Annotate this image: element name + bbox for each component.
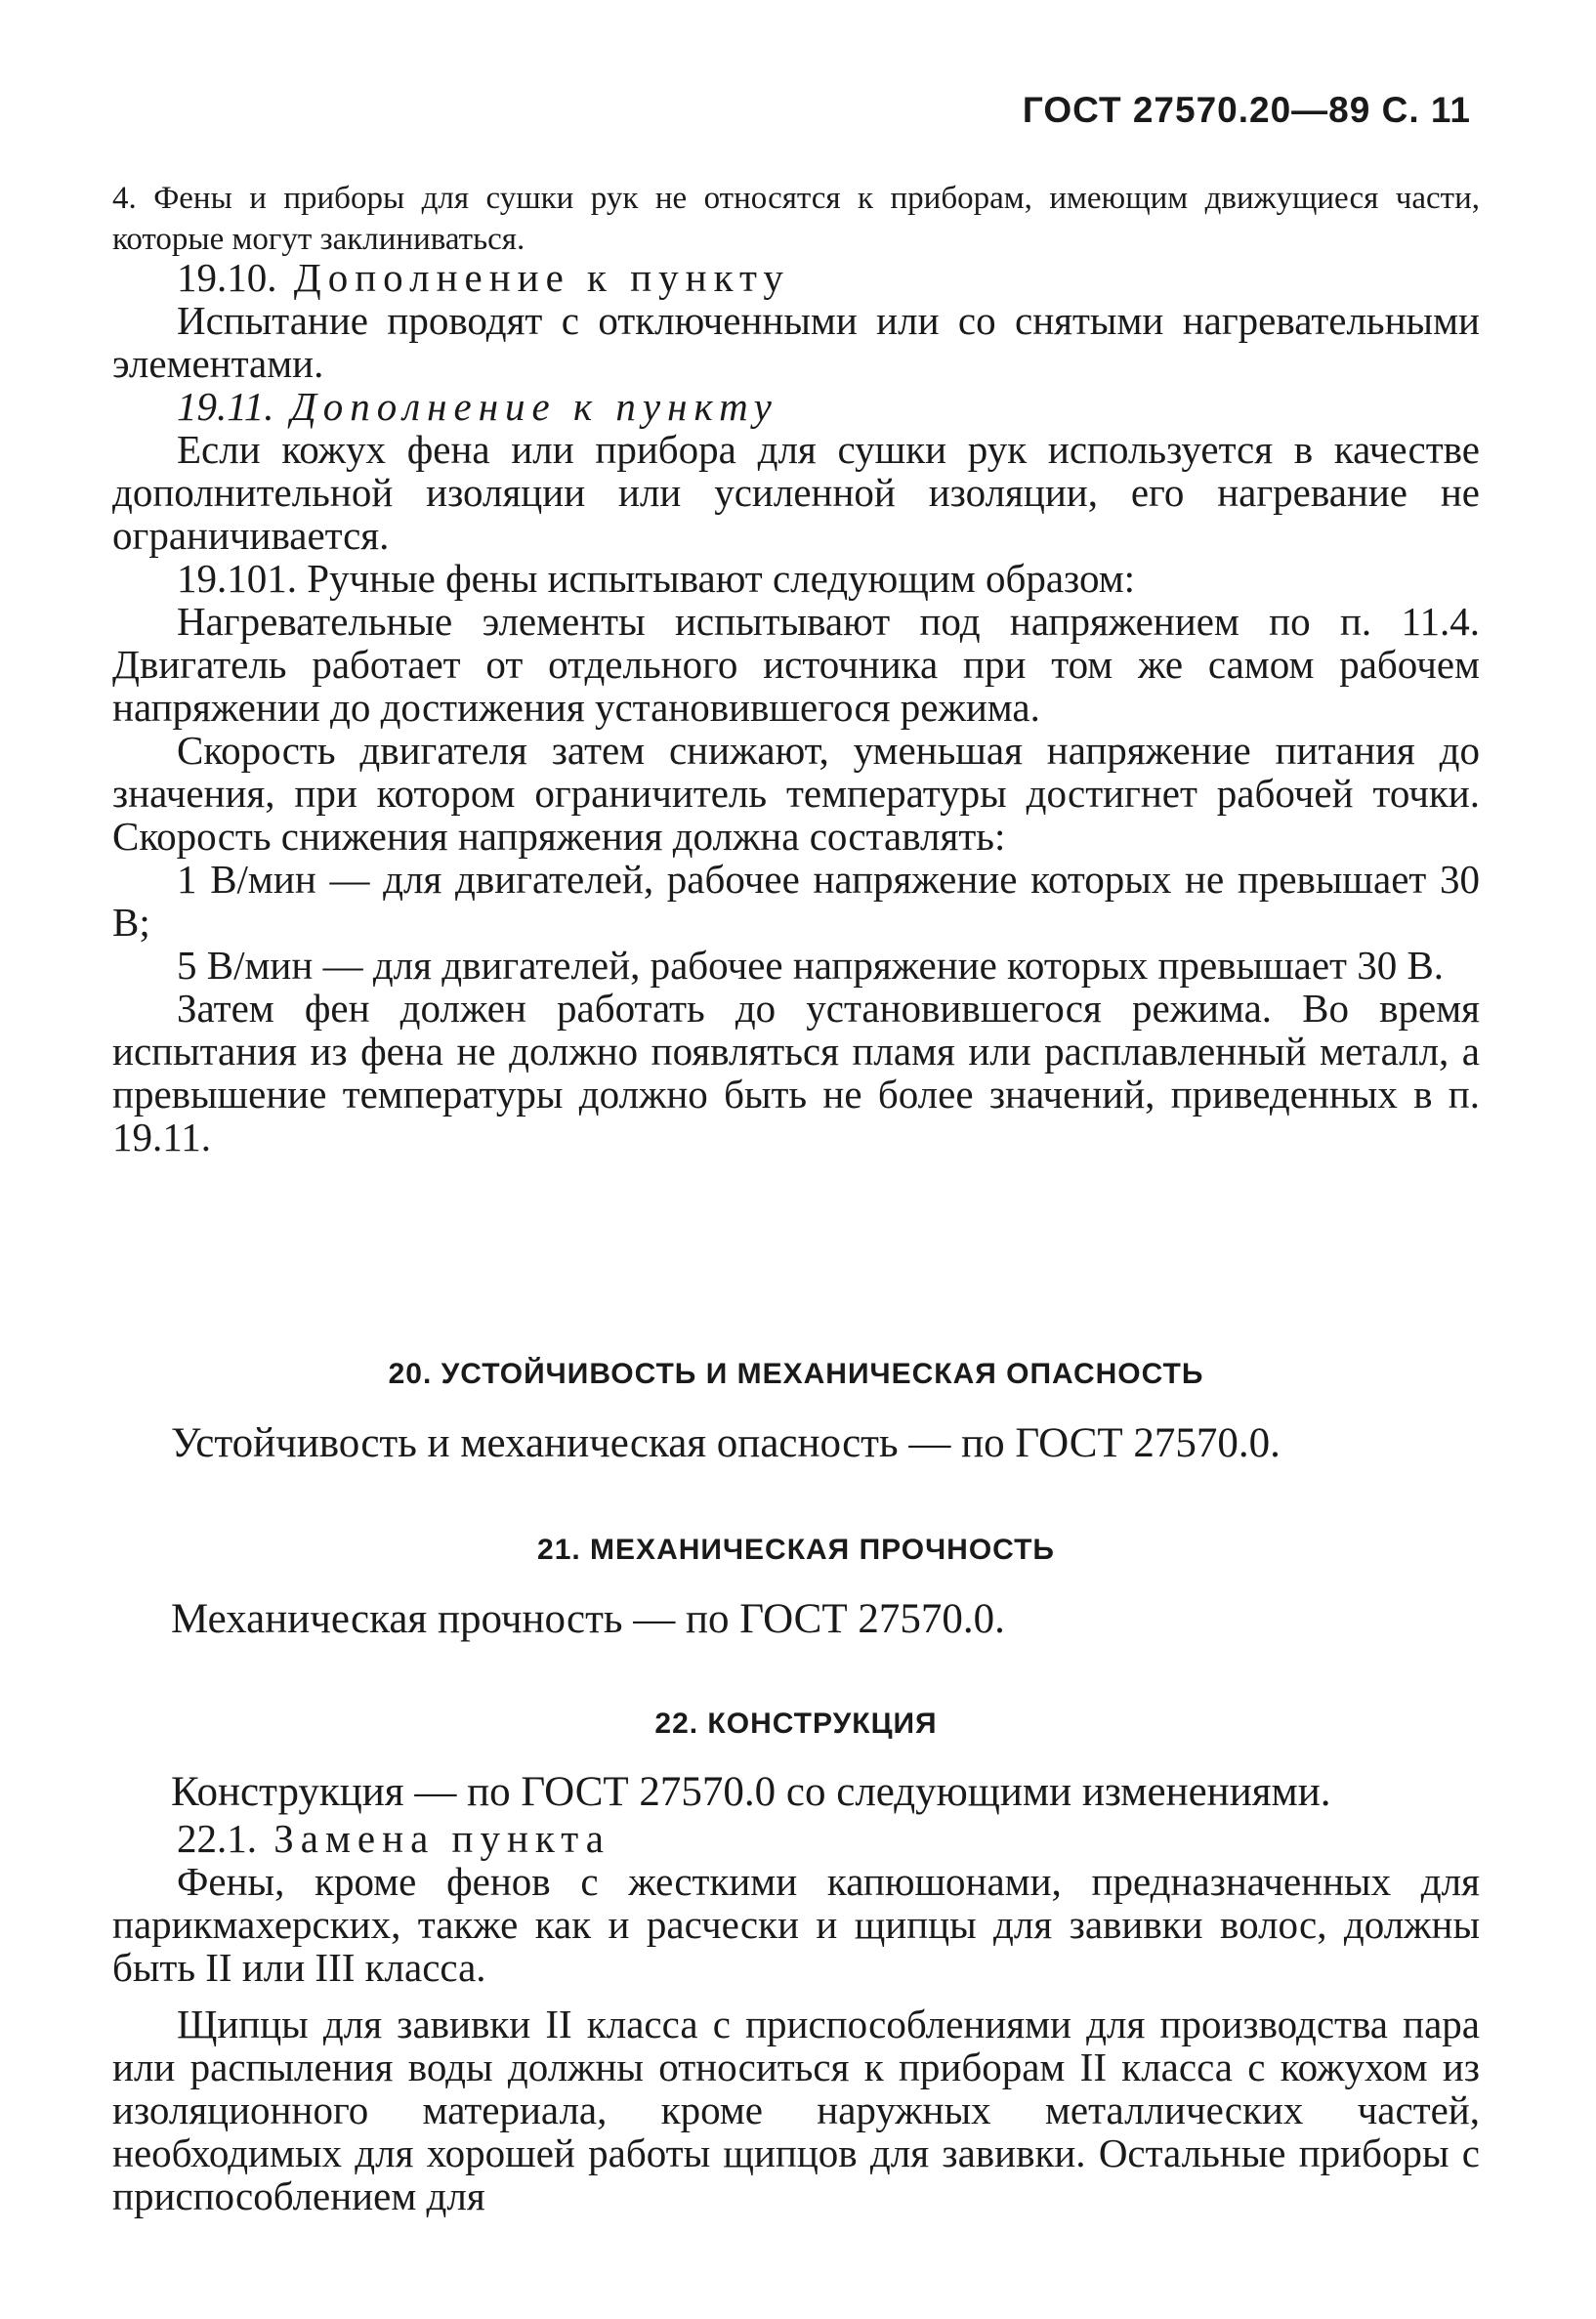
section-22-body (112, 1817, 1480, 2217)
clause-number: 19.10. (177, 255, 277, 300)
note-4: 4. Фены и приборы для сушки рук не относятся к приборам, имеющим движущиеся части, которые могут заклиниваться. (112, 181, 1480, 257)
section-20-title: 20. УСТОЙЧИВОСТЬ И МЕХАНИЧЕСКАЯ ОПАСНОСТЬ (388, 1358, 1204, 1390)
clause-number: 19.11. (177, 384, 274, 429)
clause-19-101-heading: 19.101. Ручные фены испытывают следующим образом: (177, 556, 1136, 601)
clause-title: Дополнение к пункту (293, 255, 790, 300)
section-20-text: Устойчивость и механическая опасность — по ГОСТ 27570.0. (171, 1420, 1281, 1466)
clause-title: Замена пункта (273, 1816, 610, 1861)
rate-item-2: 5 В/мин — для двигателей, рабочее напряжение которых превышает 30 В. (177, 943, 1445, 988)
rate-item-1: 1 В/мин — для двигателей, рабочее напряжение которых не превышает 30 В; (112, 857, 1480, 945)
clause-22-1-text-2: Щипцы для завивки II класса с приспособлениями для производства пара или распыления воды должны относиться к приборам II класса с кожухом из изоляционного материала, кроме наружных металлических частей, необходимых для хорошей работы щипцов для завивки. Остальные приборы с приспособлением для (112, 2002, 1480, 2218)
clause-19-10-heading (112, 256, 1480, 299)
section-21-title: 21. МЕХАНИЧЕСКАЯ ПРОЧНОСТЬ (537, 1534, 1055, 1566)
clause-19-11-text: Если кожух фена или прибора для сушки рук используется в качестве дополнительной изоляции или усиленной изоляции, его нагревание не ограничивается. (112, 427, 1480, 558)
clause-19-101-text-3: Затем фен должен работать до установившегося режима. Во время испытания из фена не должно появляться пламя или расплавленный металл, а превышение температуры должно быть не более значений, приведенных в п. 19.11. (112, 986, 1480, 1160)
clause-22-1-text-1: Фены, кроме фенов с жесткими капюшонами, предназначенных для парикмахерских, также как и расчески и щипцы для завивки волос, должны быть II или III класса. (112, 1859, 1480, 1990)
page-header: ГОСТ 27570.20—89 С. 11 (1022, 90, 1471, 130)
section-21-text: Механическая прочность — по ГОСТ 27570.0. (171, 1596, 1005, 1642)
clause-19-10-text: Испытание проводят с отключенными или со снятыми нагревательными элементами. (112, 298, 1480, 386)
clause-title: Дополнение к пункту (290, 384, 778, 429)
clause-22-1-heading (112, 1817, 1480, 1860)
clause-19-11-heading (112, 385, 1480, 428)
section-22-text: Конструкция — по ГОСТ 27570.0 со следующими изменениями. (171, 1769, 1331, 1815)
clause-number: 22.1. (177, 1816, 257, 1861)
section-22-title: 22. КОНСТРУКЦИЯ (654, 1708, 938, 1740)
clause-19-101-text-1: Нагревательные элементы испытывают под напряжением по п. 11.4. Двигатель работает от отдельного источника при том же самом рабочем напряжении до достижения установившегося режима. (112, 599, 1480, 730)
section-19-body (112, 256, 1480, 1159)
clause-19-101-text-2: Скорость двигателя затем снижают, уменьшая напряжение питания до значения, при котором ограничитель температуры достигнет рабочей точки. Скорость снижения напряжения должна составлять: (112, 728, 1480, 859)
